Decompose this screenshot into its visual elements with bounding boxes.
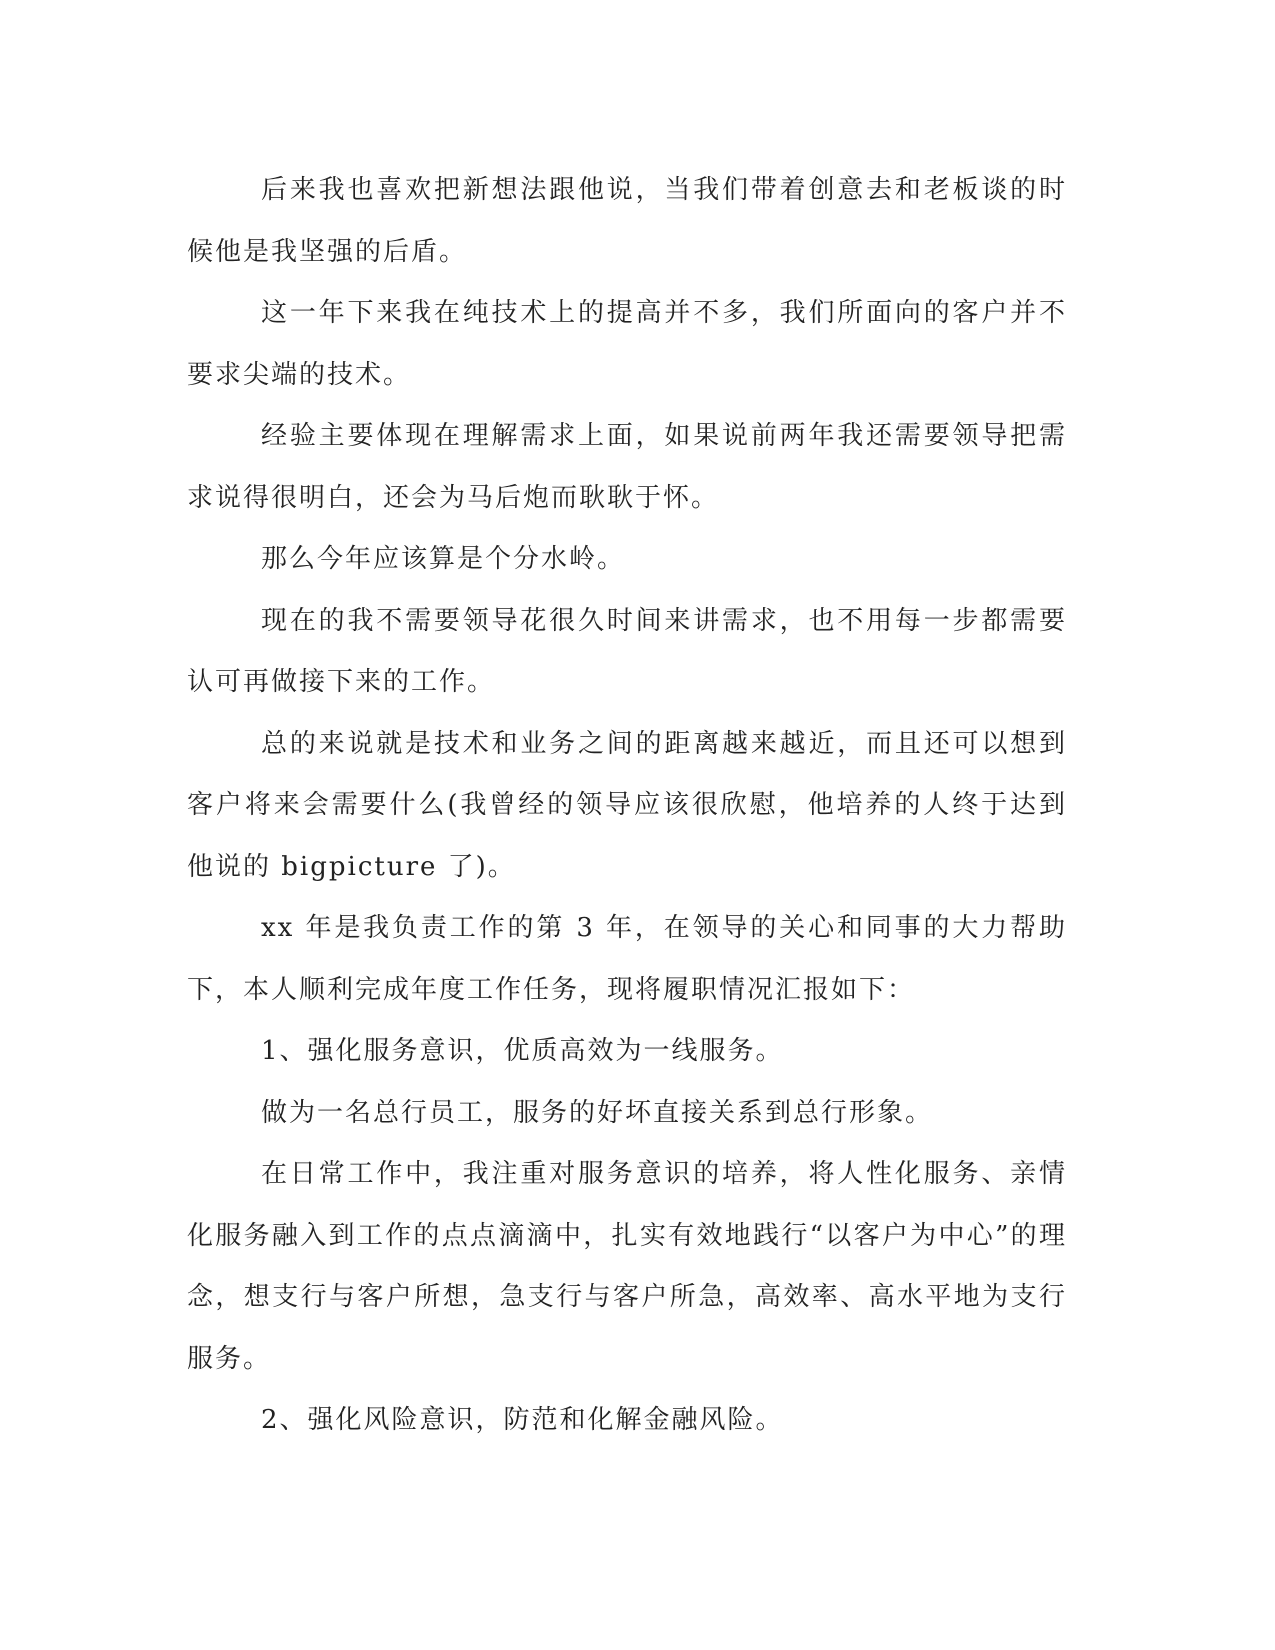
paragraph: 这一年下来我在纯技术上的提高并不多，我们所面向的客户并不要求尖端的技术。 [187, 298, 1067, 390]
paragraph: 那么今年应该算是个分水岭。 [261, 544, 626, 574]
paragraph: 在日常工作中，我注重对服务意识的培养，将人性化服务、亲情化服务融入到工作的点点滴滴中，扎实有效地践行“以客户为中心”的理念，想支行与客户所想，急支行与客户所急，高效率、高水平地为支行服务。 [187, 1159, 1067, 1374]
paragraph: 做为一名总行员工，服务的好坏直接关系到总行形象。 [261, 1097, 934, 1128]
document-body [187, 160, 1067, 1452]
paragraph: xx 年是我负责工作的第 3 年，在领导的关心和同事的大力帮助下，本人顺利完成年度工作任务，现将履职情况汇报如下： [187, 913, 1067, 1005]
list-item-heading: 1、强化服务意识，优质高效为一线服务。 [261, 1036, 784, 1066]
paragraph: 总的来说就是技术和业务之间的距离越来越近，而且还可以想到客户将来会需要什么(我曾经的领导应该很欣慰，他培养的人终于达到他说的 bigpicture 了)。 [187, 728, 1067, 882]
list-item-heading: 2、强化风险意识，防范和化解金融风险。 [261, 1405, 784, 1435]
paragraph: 后来我也喜欢把新想法跟他说，当我们带着创意去和老板谈的时候他是我坚强的后盾。 [187, 175, 1067, 267]
paragraph: 现在的我不需要领导花很久时间来讲需求，也不用每一步都需要认可再做接下来的工作。 [187, 605, 1067, 697]
paragraph: 经验主要体现在理解需求上面，如果说前两年我还需要领导把需求说得很明白，还会为马后炮而耿耿于怀。 [187, 421, 1067, 513]
